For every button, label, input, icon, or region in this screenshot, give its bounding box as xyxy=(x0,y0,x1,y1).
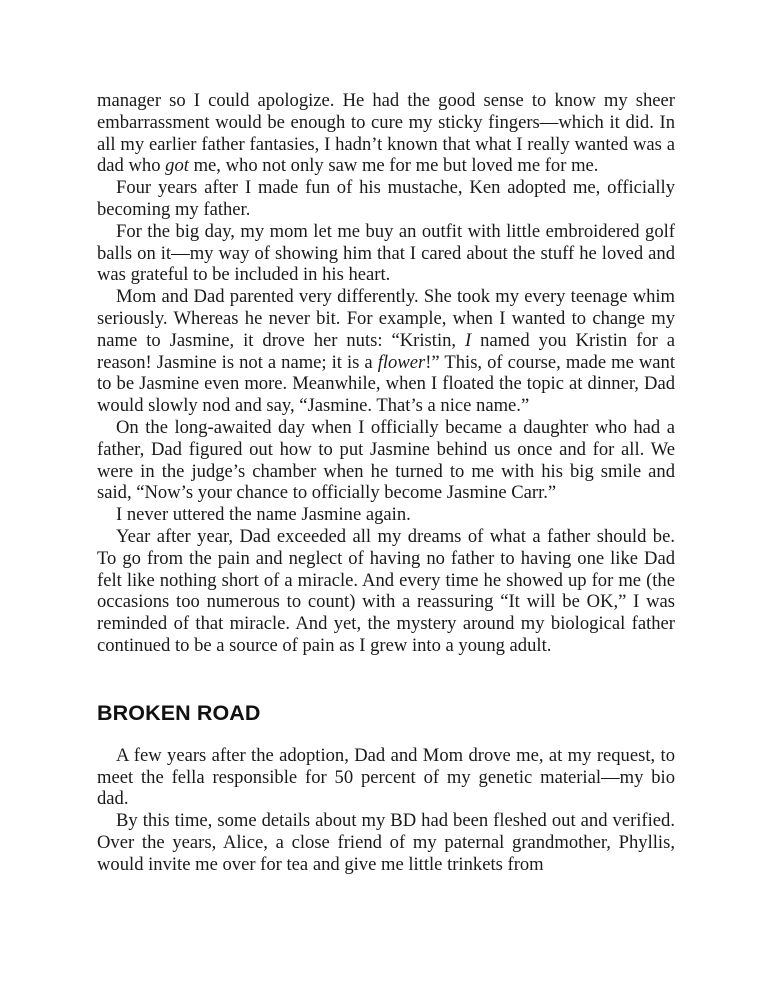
italic-text: got xyxy=(165,155,189,177)
paragraph xyxy=(97,221,675,286)
text-run: manager so I could apologize. He had the good sense to know my sheer embarrassment would be enough to cure my sticky fingers—which it did. In all my earlier father fantasies, I hadn’t known that what I really wanted was a dad who xyxy=(97,90,675,177)
text-run: A few years after the adoption, Dad and Mom drove me, at my request, to meet the fella responsible for 50 percent of my genetic material—my bio dad. xyxy=(97,744,675,810)
body-text-after xyxy=(97,745,675,876)
paragraph xyxy=(97,90,675,177)
text-run: Four years after I made fun of his mustache, Ken adopted me, officially becoming my father. xyxy=(97,177,675,220)
section-heading: BROKEN ROAD xyxy=(97,700,261,725)
text-run: named you Kristin for a reason! Jasmine is not a name; it is a xyxy=(97,329,676,373)
paragraph xyxy=(97,745,675,810)
document-page xyxy=(97,90,675,876)
text-run: Year after year, Dad exceeded all my dreams of what a father should be. To go from the pain and neglect of having no father to having one like Dad felt like nothing short of a miracle. And every time he showed up for me (the occasions too numerous to count) with a reassuring “It will be OK,” I was reminded of that miracle. And yet, the mystery around my biological father continued to be a source of pain as I grew into a young adult. xyxy=(97,525,675,656)
text-run: For the big day, my mom let me buy an outfit with little embroidered golf balls on it—my way of showing him that I cared about the stuff he loved and was grateful to be included in his heart. xyxy=(97,220,675,286)
text-run: me, who not only saw me for me but loved me for me. xyxy=(188,155,599,177)
paragraph xyxy=(97,177,675,221)
text-run: !” This, of course, made me want to be Jasmine even more. Meanwhile, when I floated the topic at dinner, Dad would slowly nod and say, “Jasmine. That’s a nice name.” xyxy=(97,351,675,417)
paragraph xyxy=(97,417,675,504)
body-text-before xyxy=(97,90,675,657)
paragraph xyxy=(97,810,675,875)
italic-text: I xyxy=(465,329,472,351)
text-run: Mom and Dad parented very differently. She took my every teenage whim seriously. Whereas he never bit. For example, when I wanted to change my name to Jasmine, it drove her nuts: “Kristin, xyxy=(97,286,675,351)
paragraph xyxy=(97,286,675,417)
text-run: I never uttered the name Jasmine again. xyxy=(116,504,411,526)
text-run: On the long-awaited day when I officially became a daughter who had a father, Dad figured out how to put Jasmine behind us once and for all. We were in the judge’s chamber when he turned to me with his big smile and said, “Now’s your chance to officially become Jasmine Carr.” xyxy=(97,416,675,504)
text-run: By this time, some details about my BD had been fleshed out and verified. Over the years, Alice, a close friend of my paternal grandmother, Phyllis, would invite me over for tea and give me little trinkets from xyxy=(97,810,675,875)
paragraph xyxy=(97,526,675,657)
italic-text: flower xyxy=(377,351,426,373)
paragraph xyxy=(97,504,675,526)
